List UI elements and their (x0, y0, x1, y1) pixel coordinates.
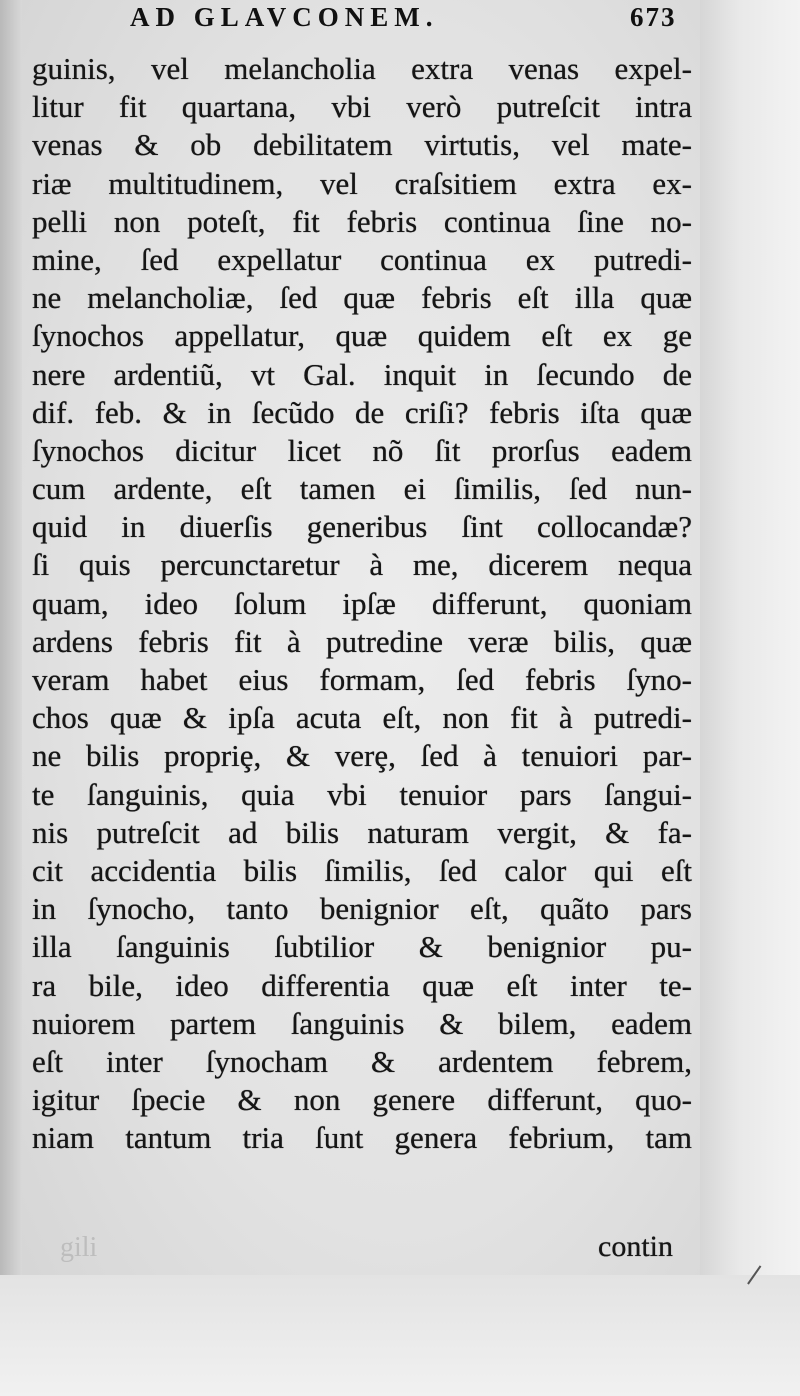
text-line: quam, ideo ſolum ipſæ differunt, quoniam (32, 585, 692, 621)
text-line: ſynochos dicitur licet nõ ſit prorſus eadem (32, 432, 692, 468)
text-line: mine, ſed expellatur continua ex putredi- (32, 241, 692, 277)
text-line: litur fit quartana, vbi verò putreſcit intra (32, 89, 692, 125)
bottom-margin (0, 1275, 800, 1396)
page-header (130, 2, 730, 42)
text-line: nuiorem partem ſanguinis & bilem, eadem (32, 1005, 692, 1041)
text-line: nere ardentiũ, vt Gal. inquit in ſecundo de (32, 356, 692, 392)
text-line: guinis, vel melancholia extra venas expel- (32, 51, 692, 86)
body-text (32, 50, 692, 1157)
text-line: ne bilis propriȩ, & verȩ, ſed à tenuiori par- (32, 738, 692, 774)
text-line: niam tantum tria ſunt genera febrium, tam (32, 1120, 692, 1156)
text-line: igitur ſpecie & non genere differunt, quo- (32, 1082, 692, 1118)
show-through-text: gili (60, 1232, 98, 1263)
text-line: riæ multitudinem, vel craſsitiem extra ex- (32, 165, 692, 201)
text-line: cit accidentia bilis ſimilis, ſed calor qui eſt (32, 852, 692, 888)
text-line: illa ſanguinis ſubtilior & benignior pu- (32, 929, 692, 965)
text-line: te ſanguinis, quia vbi tenuior pars ſangui- (32, 776, 692, 812)
text-line: in ſynocho, tanto benignior eſt, quãto pars (32, 891, 692, 927)
catchword: contin (598, 1230, 673, 1263)
text-line: pelli non poteſt, fit febris continua ſine no- (32, 203, 692, 239)
text-line: ſi quis percunctaretur à me, dicerem nequa (32, 547, 692, 583)
running-head: AD GLAVCONEM. (130, 2, 439, 32)
text-line: venas & ob debilitatem virtutis, vel mate- (32, 127, 692, 163)
text-line: nis putreſcit ad bilis naturam vergit, & fa- (32, 814, 692, 850)
text-line: chos quæ & ipſa acuta eſt, non fit à putredi- (32, 700, 692, 736)
text-line: ardens febris fit à putredine veræ bilis, quæ (32, 623, 692, 659)
right-margin (700, 0, 800, 1396)
text-line: quid in diuerſis generibus ſint collocandæ? (32, 509, 692, 545)
page-number: 673 (630, 2, 677, 32)
text-line: ra bile, ideo differentia quæ eſt inter te- (32, 967, 692, 1003)
text-line: cum ardente, eſt tamen ei ſimilis, ſed nun- (32, 471, 692, 507)
text-line: veram habet eius formam, ſed febris ſyno- (32, 662, 692, 697)
text-line: ne melancholiæ, ſed quæ febris eſt illa quæ (32, 280, 692, 316)
text-line: ſynochos appellatur, quæ quidem eſt ex ge (32, 318, 692, 354)
page-gutter-edge (0, 0, 22, 1396)
text-line: eſt inter ſynocham & ardentem febrem, (32, 1043, 692, 1079)
text-line: dif. feb. & in ſecũdo de criſi? febris iſta quæ (32, 394, 692, 430)
